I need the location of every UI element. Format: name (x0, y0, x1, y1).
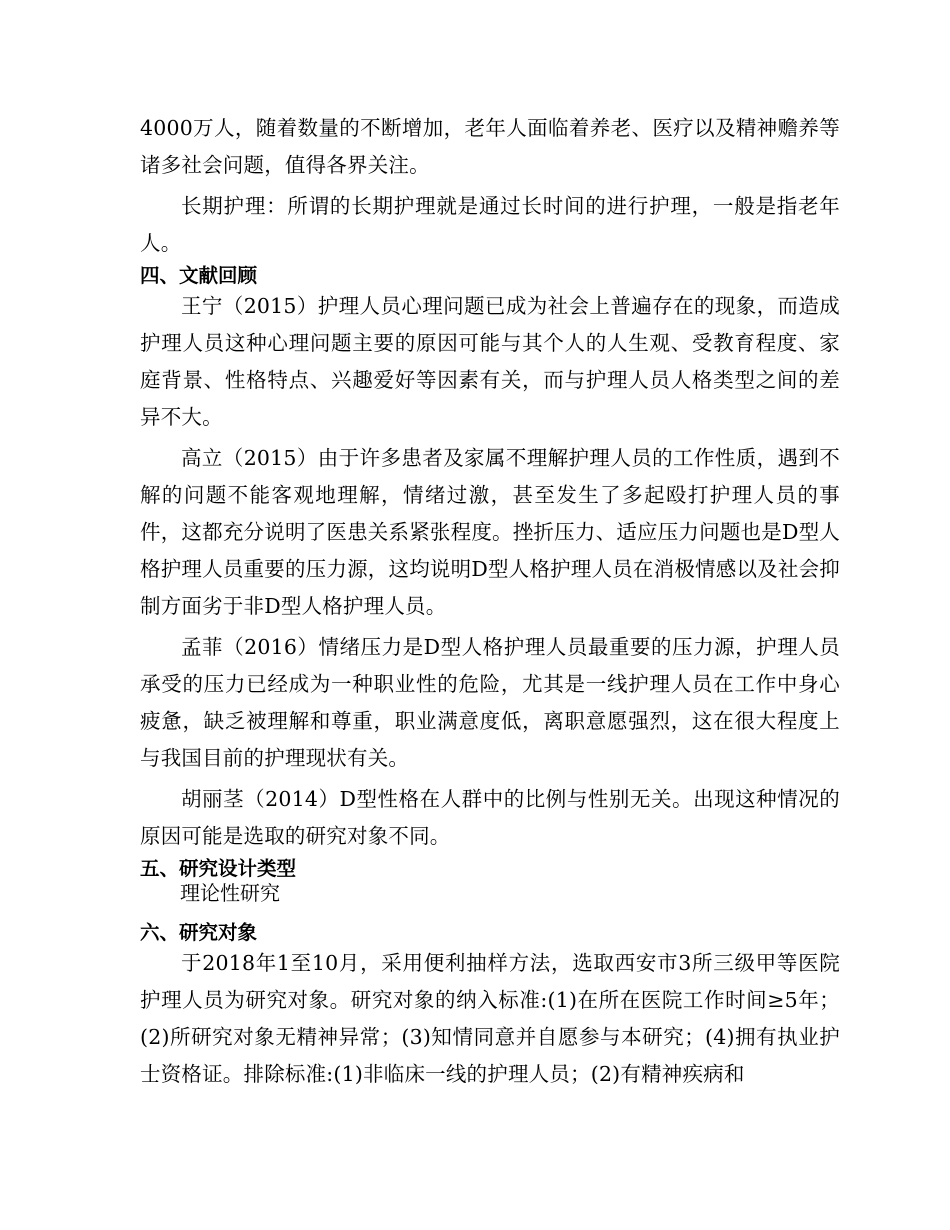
paragraph-long-term-care: 长期护理：所谓的长期护理就是通过长时间的进行护理，一般是指老年人。 (140, 194, 840, 255)
paragraph-wang-ning: 王宁（2015）护理人员心理问题已成为社会上普遍存在的现象，而造成护理人员这种心理问题主要的原因可能与其个人的人生观、受教育程度、家庭背景、性格特点、兴趣爱好等因素有关，而与护理人员人格类型之间的差异不大。 (140, 294, 840, 429)
paragraph-continuation: 4000万人，随着数量的不断增加，老年人面临着养老、医疗以及精神赡养等诸多社会问题，值得各界关注。 (140, 116, 840, 177)
paragraph-gao-li: 高立（2015）由于许多患者及家属不理解护理人员的工作性质，遇到不解的问题不能客观地理解，情绪过激，甚至发生了多起殴打护理人员的事件，这都充分说明了医患关系紧张程度。挫折压力、适应压力问题也是D型人格护理人员重要的压力源，这均说明D型人格护理人员在消极情感以及社会抑制方面劣于非D型人格护理人员。 (140, 446, 840, 618)
paragraph-hu-li-jing: 胡丽茎（2014）D型性格在人群中的比例与性别无关。出现这种情况的原因可能是选取的研究对象不同。 (140, 787, 840, 848)
document-body (140, 110, 840, 1093)
section-heading-research-design: 五、研究设计类型 (140, 857, 297, 880)
section-heading-literature-review: 四、文献回顾 (140, 264, 258, 287)
section-heading-research-subjects: 六、研究对象 (140, 921, 258, 944)
paragraph-research-subjects: 于2018年1至10月，采用便利抽样方法，选取西安市3所三级甲等医院护理人员为研究对象。研究对象的纳入标准:(1)在所在医院工作时间≥5年；(2)所研究对象无精神异常；(3)知情同意并自愿参与本研究；(4)拥有执业护士资格证。排除标准:(1)非临床一线的护理人员；(2)有精神疾病和 (140, 951, 840, 1086)
paragraph-theoretical-research: 理论性研究 (180, 881, 280, 905)
paragraph-meng-fei: 孟菲（2016）情绪压力是D型人格护理人员最重要的压力源，护理人员承受的压力已经成为一种职业性的危险，尤其是一线护理人员在工作中身心疲惫，缺乏被理解和尊重，职业满意度低，离职意愿强烈，这在很大程度上与我国目前的护理现状有关。 (140, 635, 840, 770)
